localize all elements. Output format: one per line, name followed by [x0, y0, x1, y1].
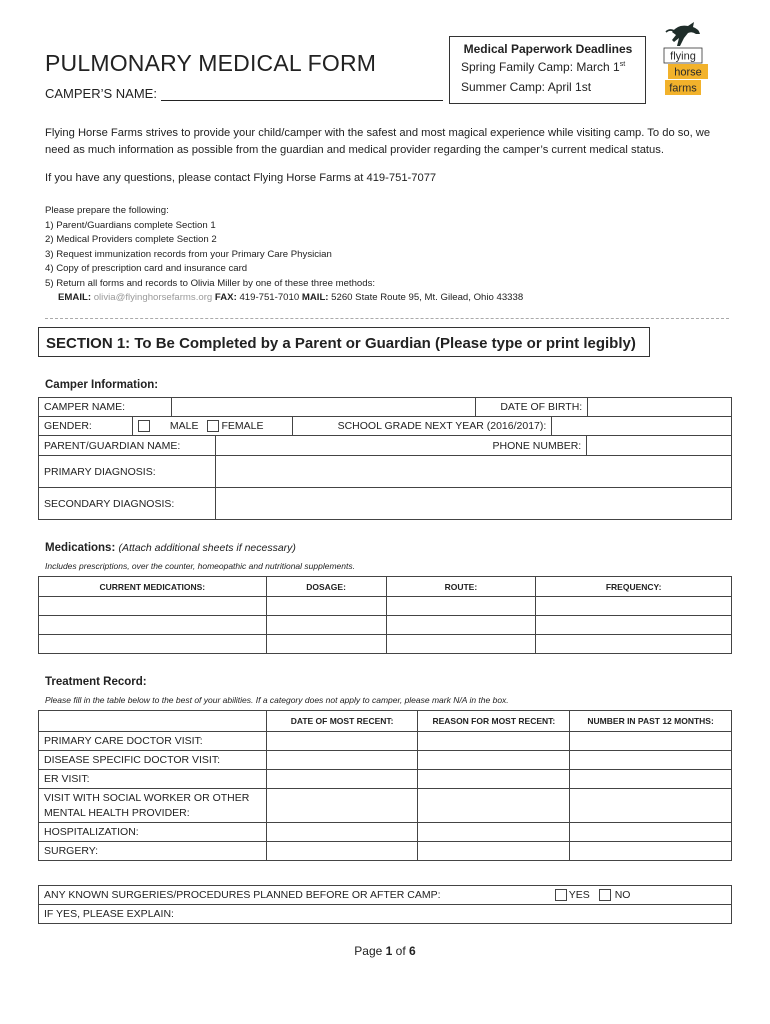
dob-field[interactable]	[588, 398, 732, 417]
table-row	[39, 597, 732, 616]
camper-name-field[interactable]	[171, 398, 475, 417]
logo-text-horse: horse	[674, 66, 702, 79]
prepare-item: 1) Parent/Guardians complete Section 1	[45, 219, 216, 231]
treat-cell[interactable]	[570, 751, 732, 770]
medications-note: Includes prescriptions, over the counter, homeopathic and nutritional supplements.	[45, 561, 355, 571]
spring-deadline	[461, 60, 645, 74]
med-cell[interactable]	[536, 597, 732, 616]
camper-info-heading: Camper Information:	[45, 379, 159, 391]
spring-deadline-text: Spring Family Camp: March 1	[461, 60, 620, 74]
table-row	[39, 823, 732, 842]
page-of: of	[395, 944, 406, 958]
camper-name-label: CAMPER’S NAME:	[45, 86, 157, 101]
fax-label: FAX:	[214, 292, 237, 303]
med-cell[interactable]	[39, 635, 267, 654]
intro-paragraph: Flying Horse Farms strives to provide your child/camper with the safest and most magical experience while visiting camp. To do so, we need as much information as possible from the guardian and medical provider regarding the camper’s current medical status.	[45, 127, 711, 156]
med-col-route: ROUTE:	[386, 577, 536, 597]
secondary-dx-label: SECONDARY DIAGNOSIS:	[39, 488, 216, 520]
treat-cell[interactable]	[570, 823, 732, 842]
logo-text-flying: flying	[670, 50, 696, 63]
medications-table	[38, 576, 732, 654]
female-label: FEMALE	[221, 419, 264, 432]
treat-cell[interactable]	[570, 732, 732, 751]
grade-field[interactable]	[552, 417, 732, 436]
prepare-item: 3) Request immunization records from your Primary Care Physician	[45, 248, 332, 260]
gender-label: GENDER:	[39, 417, 133, 436]
table-row	[39, 789, 732, 823]
dob-label: DATE OF BIRTH:	[476, 398, 588, 417]
treatment-row-label	[39, 789, 267, 823]
horse-icon	[672, 22, 700, 46]
treat-cell[interactable]	[418, 842, 570, 861]
treat-cell[interactable]	[266, 732, 418, 751]
mail-address: 5260 State Route 95, Mt. Gilead, Ohio 43338	[331, 292, 524, 303]
medications-heading-line	[45, 542, 296, 554]
medications-heading: Medications:	[45, 542, 116, 554]
table-row	[39, 732, 732, 751]
section1-title: SECTION 1: To Be Completed by a Parent or Guardian (Please type or print legibly)	[38, 327, 650, 357]
treat-cell[interactable]	[570, 842, 732, 861]
table-row	[39, 616, 732, 635]
med-cell[interactable]	[266, 616, 386, 635]
table-row	[39, 751, 732, 770]
treatment-row-label: HOSPITALIZATION:	[39, 823, 267, 842]
treat-cell[interactable]	[418, 789, 570, 823]
parent-table	[38, 435, 732, 520]
med-cell[interactable]	[386, 616, 536, 635]
treatment-heading: Treatment Record:	[45, 676, 147, 688]
med-cell[interactable]	[266, 597, 386, 616]
med-cell[interactable]	[39, 616, 267, 635]
med-cell[interactable]	[386, 597, 536, 616]
horse-tail	[666, 30, 676, 32]
yes-label: YES	[568, 888, 590, 901]
med-cell[interactable]	[536, 635, 732, 654]
surgeries-table	[38, 885, 732, 924]
treat-cell[interactable]	[266, 751, 418, 770]
treatment-row-label: ER VISIT:	[39, 770, 267, 789]
treat-col-count: NUMBER IN PAST 12 MONTHS:	[570, 711, 732, 732]
med-col-frequency: FREQUENCY:	[536, 577, 732, 597]
surgery-question: ANY KNOWN SURGERIES/PROCEDURES PLANNED BEFORE OR AFTER CAMP:	[39, 886, 550, 905]
phone-field[interactable]	[587, 436, 732, 456]
treatment-table	[38, 710, 732, 861]
prepare-item: 5) Return all forms and records to Olivia Miller by one of these three methods:	[45, 277, 376, 289]
page-footer	[0, 944, 770, 958]
treat-col-date: DATE OF MOST RECENT:	[266, 711, 418, 732]
prepare-list	[45, 204, 523, 306]
return-methods	[45, 291, 523, 306]
social-worker-line2: MENTAL HEALTH PROVIDER:	[44, 806, 190, 819]
primary-dx-field[interactable]	[215, 456, 731, 488]
deadlines-box	[449, 36, 646, 104]
page-total: 6	[409, 944, 416, 958]
email-label: EMAIL:	[58, 292, 92, 303]
treatment-row-label: PRIMARY CARE DOCTOR VISIT:	[39, 732, 267, 751]
parent-label: PARENT/GUARDIAN NAME:	[39, 436, 216, 456]
table-row	[39, 770, 732, 789]
treat-cell[interactable]	[418, 770, 570, 789]
table-row	[39, 635, 732, 654]
deadlines-heading: Medical Paperwork Deadlines	[463, 42, 633, 56]
treatment-note: Please fill in the table below to the best of your abilities. If a category does not apply to camper, please mark N/A in the box.	[45, 695, 509, 705]
email-link[interactable]: olivia@flyinghorsefarms.org	[93, 292, 213, 303]
treat-col-reason: REASON FOR MOST RECENT:	[418, 711, 570, 732]
treat-cell[interactable]	[418, 751, 570, 770]
divider	[45, 318, 729, 319]
camper-name-cell: CAMPER NAME:	[39, 398, 172, 417]
medications-heading-note: (Attach additional sheets if necessary)	[118, 542, 296, 554]
page-word: Page	[354, 944, 383, 958]
med-cell[interactable]	[386, 635, 536, 654]
surgery-explain[interactable]: IF YES, PLEASE EXPLAIN:	[39, 905, 732, 924]
treat-cell[interactable]	[266, 823, 418, 842]
prepare-item: 4) Copy of prescription card and insurance card	[45, 263, 248, 274]
mail-label: MAIL:	[301, 292, 329, 303]
male-checkbox[interactable]	[138, 420, 150, 432]
surgery-options	[550, 886, 732, 905]
phone-label: PHONE NUMBER:	[215, 436, 586, 456]
yes-checkbox[interactable]	[555, 889, 567, 901]
treatment-row-label: DISEASE SPECIFIC DOCTOR VISIT:	[39, 751, 267, 770]
gender-options	[132, 417, 292, 436]
prepare-item: 2) Medical Providers complete Section 2	[45, 234, 217, 245]
prepare-heading: Please prepare the following:	[45, 205, 169, 216]
camper-name-blank[interactable]	[161, 89, 443, 101]
med-cell[interactable]	[536, 616, 732, 635]
treat-cell[interactable]	[266, 770, 418, 789]
med-cell[interactable]	[266, 635, 386, 654]
primary-dx-label: PRIMARY DIAGNOSIS:	[39, 456, 216, 488]
no-checkbox[interactable]	[599, 889, 611, 901]
table-row	[39, 842, 732, 861]
treat-cell[interactable]	[570, 770, 732, 789]
med-cell[interactable]	[39, 597, 267, 616]
camper-info-table	[38, 397, 732, 417]
spring-deadline-sup: st	[619, 61, 626, 68]
treat-cell[interactable]	[418, 732, 570, 751]
treatment-row-label: SURGERY:	[39, 842, 267, 861]
male-label: MALE	[169, 419, 199, 432]
page-current: 1	[385, 944, 393, 958]
grade-label: SCHOOL GRADE NEXT YEAR (2016/2017):	[292, 417, 552, 436]
contact-line: If you have any questions, please contact Flying Horse Farms at 419-751-7077	[45, 172, 437, 184]
summer-deadline: Summer Camp: April 1st	[461, 80, 592, 94]
gender-table	[38, 416, 732, 436]
treat-cell[interactable]	[266, 789, 418, 823]
treat-cell[interactable]	[266, 842, 418, 861]
treat-cell[interactable]	[570, 789, 732, 823]
secondary-dx-field[interactable]	[215, 488, 731, 520]
med-col-dosage: DOSAGE:	[266, 577, 386, 597]
fax-number: 419-751-7010	[239, 292, 300, 303]
treat-cell[interactable]	[418, 823, 570, 842]
flying-horse-farms-logo	[662, 20, 710, 100]
female-checkbox[interactable]	[207, 420, 219, 432]
logo-text-farms: farms	[669, 82, 697, 95]
camper-name-line	[45, 86, 443, 101]
no-label: NO	[614, 888, 631, 901]
treatment-corner	[39, 711, 267, 732]
med-col-name: CURRENT MEDICATIONS:	[39, 577, 267, 597]
social-worker-line1: VISIT WITH SOCIAL WORKER OR OTHER	[44, 791, 250, 804]
page-title: PULMONARY MEDICAL FORM	[45, 50, 377, 76]
